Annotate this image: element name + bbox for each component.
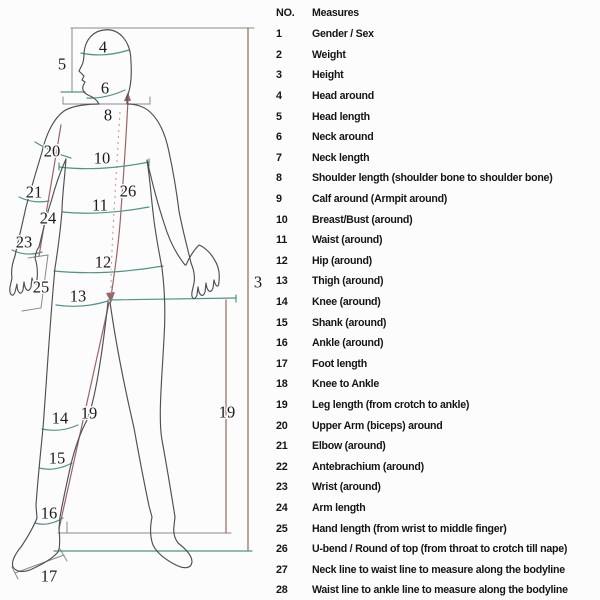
figure-label: 5 bbox=[57, 54, 67, 74]
row-label: Gender / Sex bbox=[312, 28, 374, 41]
row-number: 23 bbox=[276, 481, 288, 494]
figure-label: 4 bbox=[98, 37, 108, 57]
figure-label: 20 bbox=[43, 141, 61, 161]
body-figure-diagram bbox=[0, 0, 270, 600]
row-number: 5 bbox=[276, 110, 282, 123]
row-number: 6 bbox=[276, 131, 282, 144]
table-row bbox=[276, 251, 600, 272]
figure-label: 13 bbox=[69, 286, 87, 306]
table-row bbox=[276, 65, 600, 86]
row-label: Arm length bbox=[312, 501, 366, 514]
col-measures: Measures bbox=[312, 7, 359, 19]
table-row bbox=[276, 209, 600, 230]
col-no: NO. bbox=[276, 7, 295, 19]
figure-label: 3 bbox=[253, 272, 263, 292]
row-number: 11 bbox=[276, 234, 288, 247]
table-row bbox=[276, 477, 600, 498]
row-number: 13 bbox=[276, 275, 288, 288]
row-label: Hip (around) bbox=[312, 254, 372, 267]
construction-lines bbox=[12, 28, 254, 579]
table-row bbox=[276, 45, 600, 66]
figure-label: 12 bbox=[94, 252, 112, 272]
table-row bbox=[276, 415, 600, 436]
figure-label: 19 bbox=[218, 402, 236, 422]
row-number: 21 bbox=[276, 440, 288, 453]
table-row bbox=[276, 374, 600, 395]
row-label: Wrist (around) bbox=[312, 481, 381, 494]
figure-label: 11 bbox=[92, 195, 108, 215]
table-header bbox=[276, 2, 600, 24]
row-label: Neck around bbox=[312, 131, 374, 144]
row-number: 25 bbox=[276, 522, 288, 535]
row-label: Head length bbox=[312, 110, 370, 123]
row-label: Ankle (around) bbox=[312, 337, 384, 350]
table-row bbox=[276, 498, 600, 519]
figure-label: 6 bbox=[100, 78, 110, 98]
measurement-tape-lines bbox=[12, 50, 252, 551]
table-row bbox=[276, 148, 600, 169]
row-number: 7 bbox=[276, 151, 282, 164]
table-row bbox=[276, 559, 600, 580]
row-label: Elbow (around) bbox=[312, 440, 386, 453]
table-row bbox=[276, 518, 600, 539]
row-number: 18 bbox=[276, 378, 288, 391]
figure-label: 17 bbox=[40, 566, 58, 586]
table-row bbox=[276, 354, 600, 375]
row-number: 26 bbox=[276, 543, 288, 556]
row-label: Calf around (Armpit around) bbox=[312, 193, 448, 206]
row-label: Weight bbox=[312, 48, 346, 61]
figure-label: 15 bbox=[48, 448, 66, 468]
table-row bbox=[276, 539, 600, 560]
table-row bbox=[276, 312, 600, 333]
table-row bbox=[276, 86, 600, 107]
row-label: Height bbox=[312, 69, 344, 82]
row-label: Shank (around) bbox=[312, 316, 387, 329]
table-row bbox=[276, 333, 600, 354]
row-label: Waist line to ankle line to measure along the bodyline bbox=[312, 584, 568, 597]
row-number: 4 bbox=[276, 90, 282, 103]
row-number: 19 bbox=[276, 398, 288, 411]
figure-label: 24 bbox=[39, 208, 57, 228]
table-row bbox=[276, 292, 600, 313]
row-number: 12 bbox=[276, 254, 288, 267]
figure-label: 21 bbox=[25, 182, 43, 202]
row-number: 27 bbox=[276, 563, 288, 576]
figure-label: 16 bbox=[40, 503, 58, 523]
figure-labels bbox=[16, 38, 262, 586]
table-row bbox=[276, 580, 600, 600]
measures-table bbox=[276, 2, 600, 600]
row-number: 14 bbox=[276, 296, 288, 309]
table-row bbox=[276, 189, 600, 210]
row-label: Foot length bbox=[312, 357, 367, 370]
figure-label: 23 bbox=[15, 232, 33, 252]
row-number: 1 bbox=[276, 28, 282, 41]
row-number: 28 bbox=[276, 584, 288, 597]
table-row bbox=[276, 395, 600, 416]
row-number: 16 bbox=[276, 337, 288, 350]
row-number: 9 bbox=[276, 193, 282, 206]
row-number: 2 bbox=[276, 48, 282, 61]
row-number: 8 bbox=[276, 172, 282, 185]
table-row bbox=[276, 106, 600, 127]
row-label: Antebrachium (around) bbox=[312, 460, 424, 473]
table-rows bbox=[276, 24, 600, 600]
figure-label: 26 bbox=[119, 181, 137, 201]
row-label: Waist (around) bbox=[312, 234, 383, 247]
row-label: Neck length bbox=[312, 151, 370, 164]
row-number: 24 bbox=[276, 501, 288, 514]
table-row bbox=[276, 436, 600, 457]
row-label: Knee (around) bbox=[312, 296, 381, 309]
figure-label: 14 bbox=[51, 408, 69, 428]
table-row bbox=[276, 271, 600, 292]
row-number: 17 bbox=[276, 357, 288, 370]
figure-label: 25 bbox=[32, 277, 50, 297]
row-label: Breast/Bust (around) bbox=[312, 213, 413, 226]
row-number: 15 bbox=[276, 316, 288, 329]
figure-outline bbox=[10, 30, 219, 572]
row-number: 3 bbox=[276, 69, 282, 82]
figure-label: 10 bbox=[93, 148, 111, 168]
table-row bbox=[276, 456, 600, 477]
row-number: 22 bbox=[276, 460, 288, 473]
table-row bbox=[276, 24, 600, 45]
row-label: Head around bbox=[312, 90, 374, 103]
row-label: Knee to Ankle bbox=[312, 378, 379, 391]
figure-label: 19 bbox=[80, 403, 98, 423]
table-row bbox=[276, 127, 600, 148]
row-label: Hand length (from wrist to middle finger) bbox=[312, 522, 507, 535]
row-label: Thigh (around) bbox=[312, 275, 384, 288]
row-label: Shoulder length (shoulder bone to shoulder bone) bbox=[312, 172, 553, 185]
table-row bbox=[276, 168, 600, 189]
table-row bbox=[276, 230, 600, 251]
row-label: U-bend / Round of top (from throat to crotch till nape) bbox=[312, 543, 568, 556]
row-label: Upper Arm (biceps) around bbox=[312, 419, 443, 432]
row-label: Neck line to waist line to measure along the bodyline bbox=[312, 563, 565, 576]
row-label: Leg length (from crotch to ankle) bbox=[312, 398, 470, 411]
row-number: 10 bbox=[276, 213, 288, 226]
figure-label: 8 bbox=[103, 105, 113, 125]
row-number: 20 bbox=[276, 419, 288, 432]
